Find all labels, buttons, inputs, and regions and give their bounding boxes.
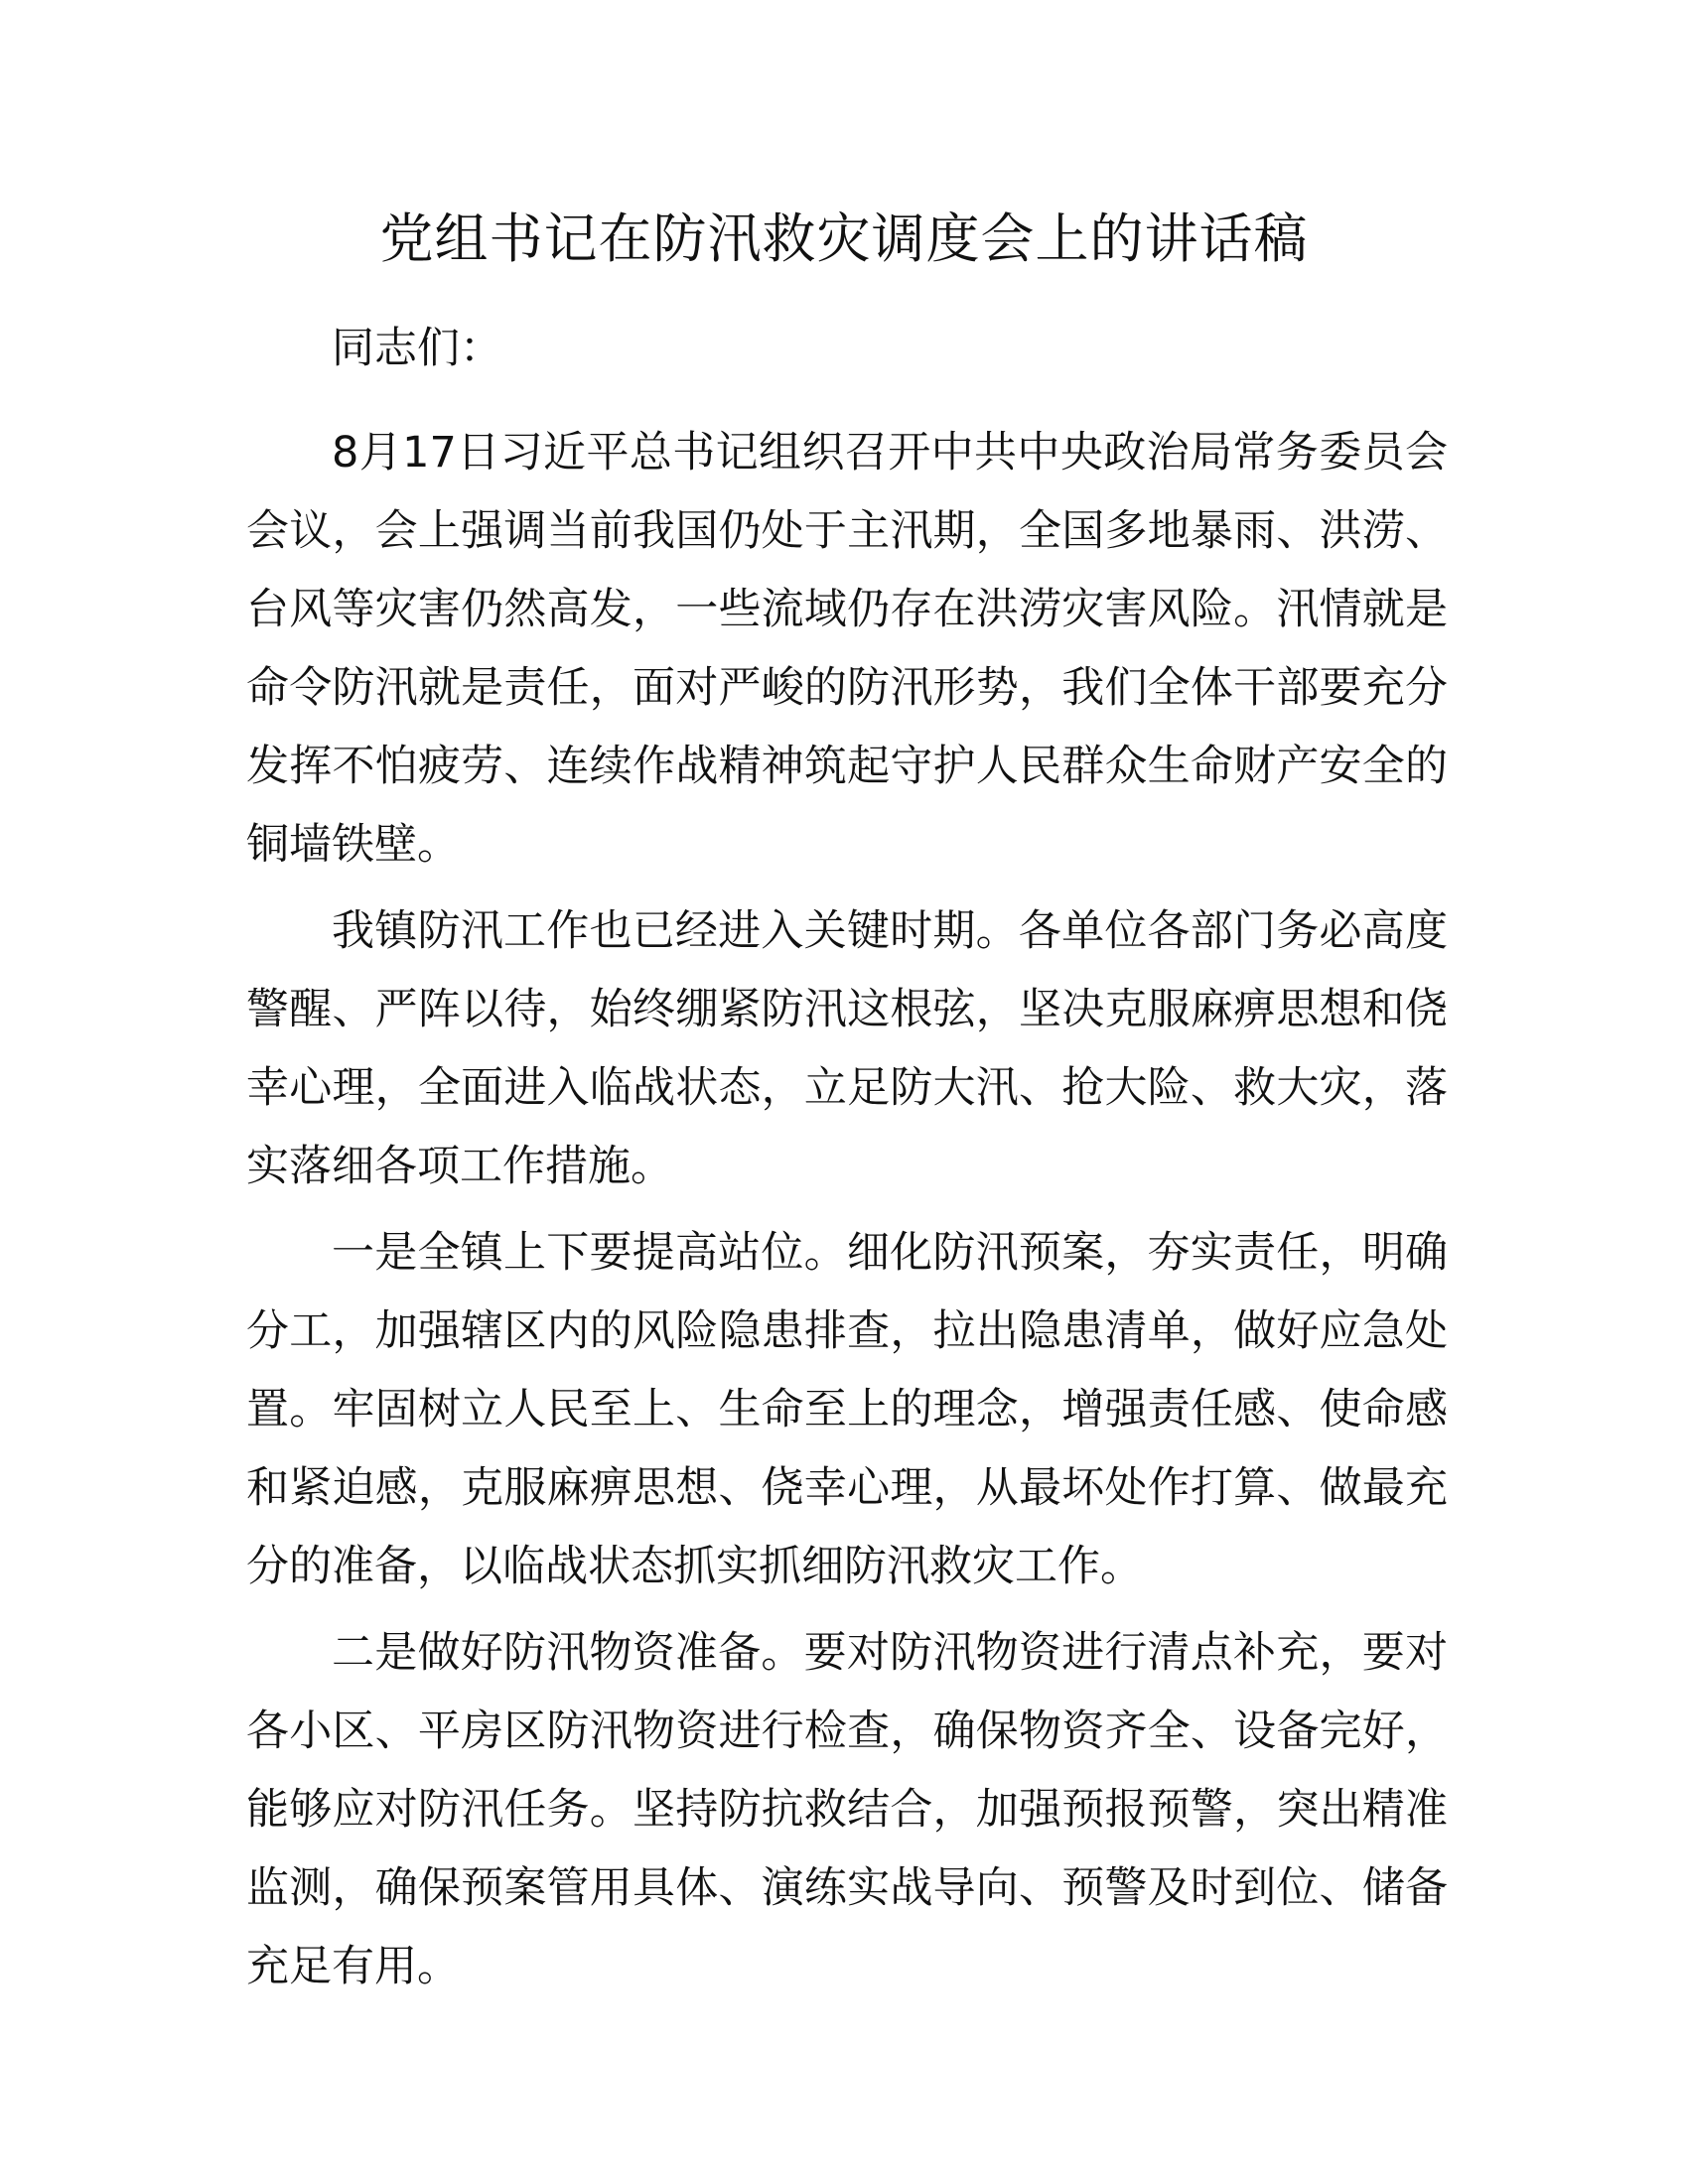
paragraph-1: 8月17日习近平总书记组织召开中共中央政治局常务委员会会议，会上强调当前我国仍处于主汛期，全国多地暴雨、洪涝、台风等灾害仍然高发，一些流域仍存在洪涝灾害风险。汛情就是命令防汛就是责任，面对严峻的防汛形势，我们全体干部要充分发挥不怕疲劳、连续作战精神筑起守护人民群众生命财产安全的铜墙铁壁。	[246, 428, 1448, 870]
document-body	[246, 310, 1448, 2014]
document-title: 党组书记在防汛救灾调度会上的讲话稿	[379, 207, 1309, 270]
paragraph-4: 二是做好防汛物资准备。要对防汛物资进行清点补充，要对各小区、平房区防汛物资进行检查，确保物资齐全、设备完好，能够应对防汛任务。坚持防抗救结合，加强预报预警，突出精准监测，确保预案管用具体、演练实战导向、预警及时到位、储备充足有用。	[246, 1628, 1448, 1991]
salutation: 同志们：	[332, 324, 502, 373]
paragraph-3: 一是全镇上下要提高站位。细化防汛预案，夯实责任，明确分工，加强辖区内的风险隐患排查，拉出隐患清单，做好应急处置。牢固树立人民至上、生命至上的理念，增强责任感、使命感和紧迫感，克服麻痹思想、侥幸心理，从最坏处作打算、做最充分的准备，以临战状态抓实抓细防汛救灾工作。	[246, 1228, 1448, 1591]
paragraph-2: 我镇防汛工作也已经进入关键时期。各单位各部门务必高度警醒、严阵以待，始终绷紧防汛这根弦，坚决克服麻痹思想和侥幸心理，全面进入临战状态，立足防大汛、抢大险、救大灾，落实落细各项工作措施。	[246, 906, 1448, 1191]
